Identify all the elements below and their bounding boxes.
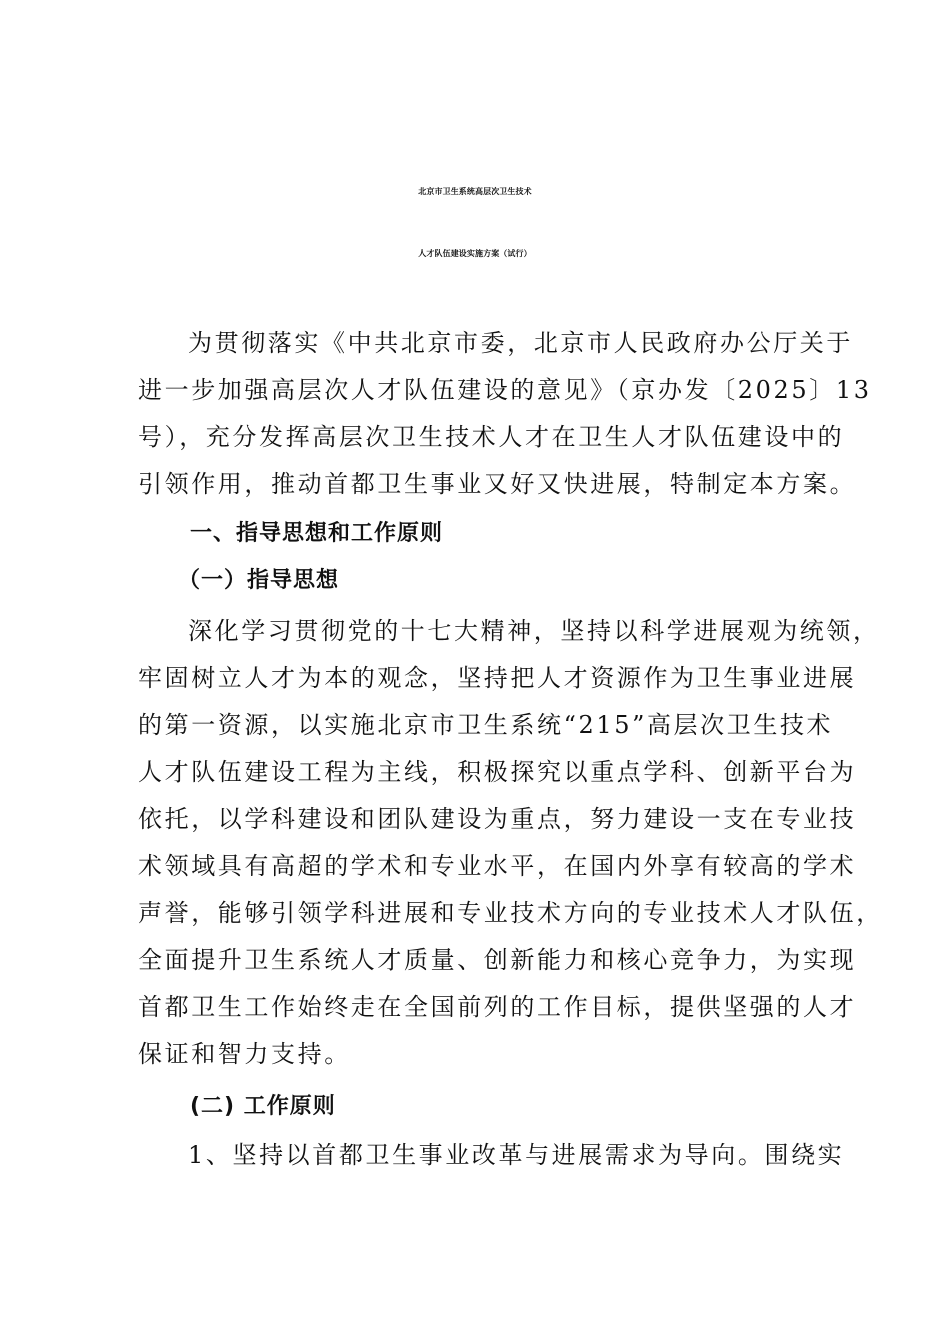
- section-heading: 一、指导思想和工作原则: [190, 521, 444, 546]
- guiding-paragraph-line: 保证和智力支持。: [138, 1040, 351, 1068]
- intro-paragraph-line: 为贯彻落实《中共北京市委，北京市人民政府办公厅关于: [188, 329, 853, 357]
- document-title-line-2: 人才队伍建设实施方案（试行）: [418, 249, 532, 258]
- intro-paragraph-line: 进一步加强高层次人才队伍建设的意见》（京办发〔2025〕13: [138, 376, 872, 404]
- guiding-paragraph-line: 全面提升卫生系统人才质量、创新能力和核心竞争力，为实现: [138, 946, 857, 974]
- guiding-paragraph-line: 首都卫生工作始终走在全国前列的工作目标，提供坚强的人才: [138, 993, 857, 1021]
- subsection-heading: (二) 工作原则: [190, 1094, 336, 1119]
- intro-paragraph-line: 引领作用，推动首都卫生事业又好又快进展，特制定本方案。: [138, 470, 857, 498]
- guiding-paragraph-line: 依托，以学科建设和团队建设为重点，努力建设一支在专业技: [138, 805, 857, 833]
- guiding-paragraph-line: 的第一资源，以实施北京市卫生系统“215”高层次卫生技术: [138, 711, 834, 739]
- intro-paragraph-line: 号），充分发挥高层次卫生技术人才在卫生人才队伍建设中的: [138, 423, 845, 451]
- guiding-paragraph-line: 深化学习贯彻党的十七大精神，坚持以科学进展观为统领，: [188, 617, 880, 645]
- guiding-paragraph-line: 人才队伍建设工程为主线，积极探究以重点学科、创新平台为: [138, 758, 857, 786]
- document-title-line-1: 北京市卫生系统高层次卫生技术: [418, 187, 532, 196]
- subsection-heading: （一）指导思想: [178, 568, 340, 593]
- principle-paragraph-line: 1、坚持以首都卫生事业改革与进展需求为导向。围绕实: [188, 1141, 845, 1169]
- guiding-paragraph-line: 声誉，能够引领学科进展和专业技术方向的专业技术人才队伍，: [138, 899, 883, 927]
- guiding-paragraph-line: 术领域具有高超的学术和专业水平，在国内外享有较高的学术: [138, 852, 857, 880]
- guiding-paragraph-line: 牢固树立人才为本的观念，坚持把人才资源作为卫生事业进展: [138, 664, 857, 692]
